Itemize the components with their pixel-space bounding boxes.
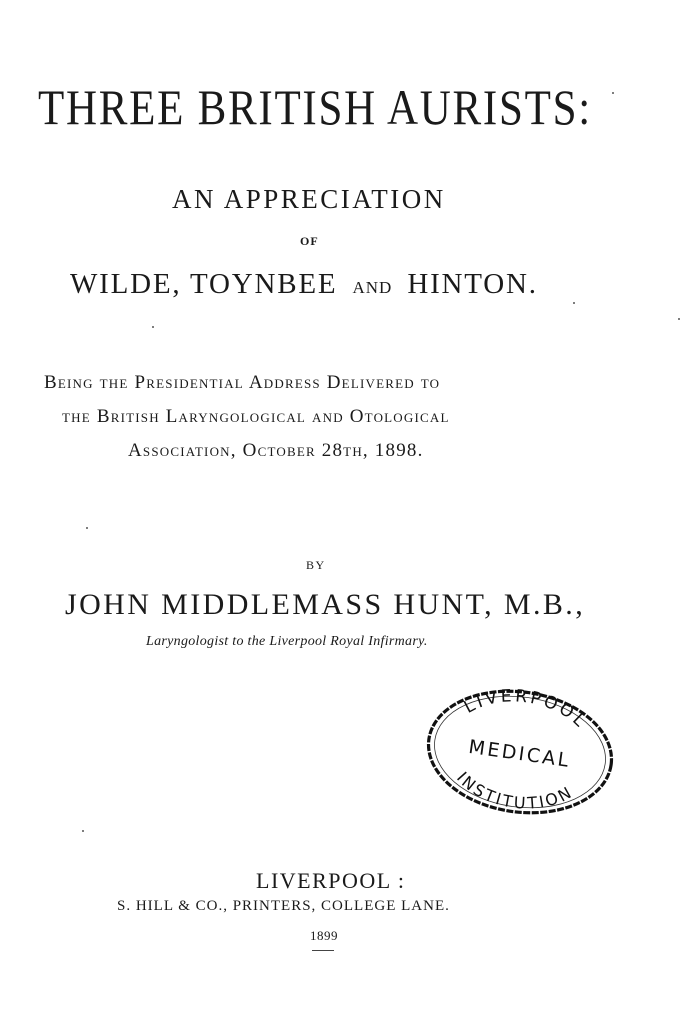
imprint-year: 1899 bbox=[310, 928, 338, 943]
imprint-printers: S. HILL & CO., PRINTERS, COLLEGE LANE. bbox=[117, 898, 450, 914]
library-stamp bbox=[414, 673, 626, 831]
imprint-city: LIVERPOOL : bbox=[256, 868, 406, 893]
paper-speck bbox=[86, 527, 88, 529]
paper-speck bbox=[573, 302, 575, 304]
description-line-1: Being the Presidential Address Delivered to bbox=[44, 372, 441, 393]
stamp-middle-text: MEDICAL bbox=[467, 735, 573, 773]
paper-speck bbox=[612, 92, 614, 94]
stamp-bottom-text: INSTITUTION bbox=[452, 768, 577, 813]
stamp-top-text: LIVERPOOL bbox=[460, 686, 592, 733]
names-part-1: WILDE, TOYNBEE bbox=[70, 268, 338, 300]
description-line-3: Association, October 28th, 1898. bbox=[128, 440, 424, 461]
paper-speck bbox=[678, 318, 680, 320]
subject-names bbox=[70, 268, 538, 301]
book-subtitle: AN APPRECIATION bbox=[172, 184, 446, 214]
paper-speck bbox=[82, 830, 84, 832]
paper-speck bbox=[152, 326, 154, 328]
author-name: JOHN MIDDLEMASS HUNT, M.B., bbox=[65, 588, 586, 621]
names-part-2: HINTON. bbox=[407, 268, 538, 300]
names-and: AND bbox=[352, 278, 393, 297]
description-line-2: the British Laryngological and Otological bbox=[62, 406, 450, 427]
author-role: Laryngologist to the Liverpool Royal Infirmary. bbox=[146, 634, 428, 649]
of-label: OF bbox=[300, 234, 319, 248]
stamp-seal bbox=[414, 673, 626, 831]
book-title: THREE BRITISH AURISTS: bbox=[38, 79, 592, 135]
year-underline bbox=[312, 950, 334, 951]
by-label: BY bbox=[306, 558, 326, 572]
